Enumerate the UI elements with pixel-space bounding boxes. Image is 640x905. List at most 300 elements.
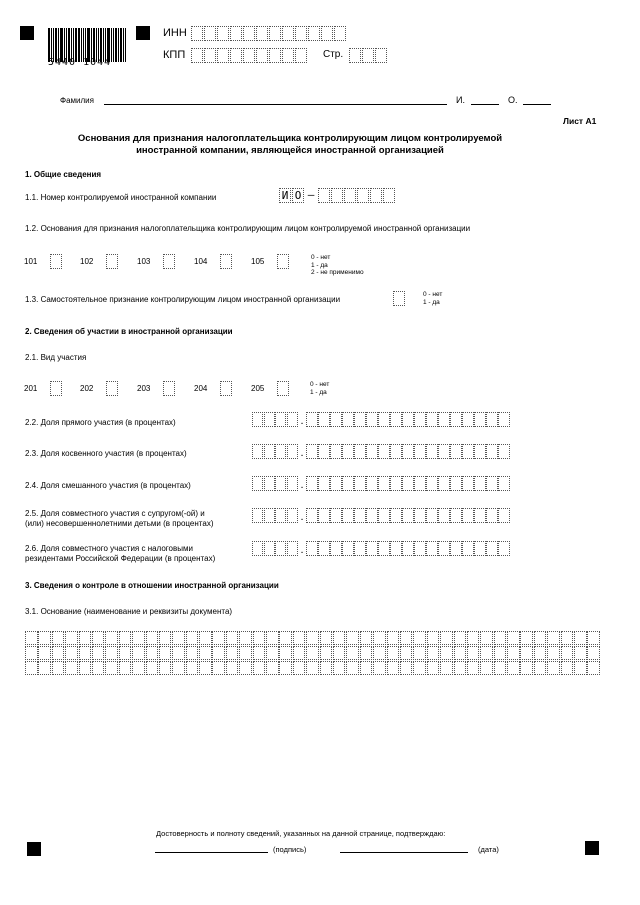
- integer-cell[interactable]: [275, 444, 286, 459]
- fraction-cell[interactable]: [318, 508, 330, 523]
- input-cell[interactable]: [105, 661, 118, 675]
- input-cell[interactable]: [217, 26, 229, 41]
- fraction-cell[interactable]: [438, 508, 450, 523]
- input-cell[interactable]: [534, 631, 547, 645]
- fraction-cell[interactable]: [426, 444, 438, 459]
- input-cell[interactable]: [293, 661, 306, 675]
- input-cell[interactable]: [38, 631, 51, 645]
- input-cell[interactable]: [507, 631, 520, 645]
- input-cell[interactable]: [269, 48, 281, 63]
- participation-cell-201[interactable]: [50, 381, 63, 396]
- fraction-cell[interactable]: [318, 476, 330, 491]
- input-cell[interactable]: [92, 661, 105, 675]
- fraction-cell[interactable]: [330, 508, 342, 523]
- input-cell[interactable]: [362, 48, 374, 63]
- input-cell[interactable]: [282, 26, 294, 41]
- input-cell[interactable]: [321, 26, 333, 41]
- input-cell[interactable]: [279, 661, 292, 675]
- input-cell[interactable]: [204, 26, 216, 41]
- fraction-cell[interactable]: [342, 444, 354, 459]
- input-cell[interactable]: [172, 631, 185, 645]
- input-cell[interactable]: [253, 646, 266, 660]
- input-cell[interactable]: [534, 661, 547, 675]
- input-cell[interactable]: [106, 254, 118, 269]
- basis-cell-105[interactable]: [277, 254, 290, 269]
- basis-row-2[interactable]: [25, 646, 601, 660]
- input-cell[interactable]: [105, 631, 118, 645]
- input-cell[interactable]: [256, 48, 268, 63]
- fraction-cell[interactable]: [498, 412, 510, 427]
- fraction-cell[interactable]: [354, 508, 366, 523]
- input-cell[interactable]: [146, 661, 159, 675]
- fraction-cell[interactable]: [390, 476, 402, 491]
- fraction-cell[interactable]: [426, 412, 438, 427]
- input-cell[interactable]: [226, 661, 239, 675]
- fraction-cell[interactable]: [354, 541, 366, 556]
- fraction-cell[interactable]: [414, 541, 426, 556]
- fraction-cell[interactable]: [366, 444, 378, 459]
- integer-cell[interactable]: [287, 444, 298, 459]
- fraction-cell[interactable]: [438, 444, 450, 459]
- input-cell[interactable]: [146, 646, 159, 660]
- input-cell[interactable]: [220, 254, 232, 269]
- integer-cell[interactable]: [264, 412, 275, 427]
- fraction-cell[interactable]: [378, 412, 390, 427]
- fraction-cell[interactable]: [306, 541, 318, 556]
- input-cell[interactable]: [230, 26, 242, 41]
- fraction-cell[interactable]: [438, 412, 450, 427]
- fraction-cell[interactable]: [486, 444, 498, 459]
- participation-cell-205[interactable]: [277, 381, 290, 396]
- input-cell[interactable]: [226, 646, 239, 660]
- fraction-cell[interactable]: [486, 508, 498, 523]
- fraction-cell[interactable]: [342, 476, 354, 491]
- basis-row-3[interactable]: [25, 661, 601, 675]
- input-cell[interactable]: [373, 661, 386, 675]
- input-cell[interactable]: [199, 661, 212, 675]
- input-cell[interactable]: [306, 631, 319, 645]
- participation-cell-203[interactable]: [163, 381, 176, 396]
- input-cell[interactable]: [25, 646, 38, 660]
- fraction-cell[interactable]: [342, 412, 354, 427]
- fraction-cell[interactable]: [330, 541, 342, 556]
- input-cell[interactable]: [38, 646, 51, 660]
- input-cell[interactable]: [387, 631, 400, 645]
- input-cell[interactable]: [65, 631, 78, 645]
- integer-cell[interactable]: [275, 508, 286, 523]
- cfc-digit-cell[interactable]: [370, 188, 382, 203]
- input-cell[interactable]: [387, 661, 400, 675]
- fraction-cell[interactable]: [450, 412, 462, 427]
- surname-line[interactable]: [104, 104, 447, 105]
- input-cell[interactable]: [217, 48, 229, 63]
- input-cell[interactable]: [587, 631, 600, 645]
- input-cell[interactable]: [507, 646, 520, 660]
- input-cell[interactable]: [547, 631, 560, 645]
- input-cell[interactable]: [373, 646, 386, 660]
- integer-cell[interactable]: [275, 476, 286, 491]
- basis-cell-103[interactable]: [163, 254, 176, 269]
- fraction-cell[interactable]: [438, 541, 450, 556]
- fraction-cell[interactable]: [390, 541, 402, 556]
- input-cell[interactable]: [393, 291, 405, 306]
- input-cell[interactable]: [360, 661, 373, 675]
- fraction-cell[interactable]: [414, 412, 426, 427]
- integer-cell[interactable]: [264, 508, 275, 523]
- input-cell[interactable]: [191, 48, 203, 63]
- input-cell[interactable]: [467, 631, 480, 645]
- input-cell[interactable]: [163, 381, 175, 396]
- input-cell[interactable]: [119, 646, 132, 660]
- input-cell[interactable]: [454, 661, 467, 675]
- mixed-share-field[interactable]: [252, 476, 510, 491]
- input-cell[interactable]: [440, 646, 453, 660]
- fraction-cell[interactable]: [426, 476, 438, 491]
- input-cell[interactable]: [79, 661, 92, 675]
- fraction-cell[interactable]: [318, 541, 330, 556]
- fraction-cell[interactable]: [438, 476, 450, 491]
- input-cell[interactable]: [295, 26, 307, 41]
- input-cell[interactable]: [440, 661, 453, 675]
- input-cell[interactable]: [266, 631, 279, 645]
- input-cell[interactable]: [375, 48, 387, 63]
- input-cell[interactable]: [574, 631, 587, 645]
- input-cell[interactable]: [38, 661, 51, 675]
- fraction-cell[interactable]: [450, 444, 462, 459]
- input-cell[interactable]: [279, 646, 292, 660]
- input-cell[interactable]: [333, 631, 346, 645]
- input-cell[interactable]: [239, 646, 252, 660]
- fraction-cell[interactable]: [402, 508, 414, 523]
- input-cell[interactable]: [79, 646, 92, 660]
- participation-cell-202[interactable]: [106, 381, 119, 396]
- input-cell[interactable]: [561, 661, 574, 675]
- input-cell[interactable]: [253, 661, 266, 675]
- input-cell[interactable]: [306, 661, 319, 675]
- input-cell[interactable]: [295, 48, 307, 63]
- input-cell[interactable]: [159, 631, 172, 645]
- input-cell[interactable]: [256, 26, 268, 41]
- input-cell[interactable]: [587, 646, 600, 660]
- input-cell[interactable]: [334, 26, 346, 41]
- fraction-cell[interactable]: [474, 541, 486, 556]
- input-cell[interactable]: [574, 661, 587, 675]
- input-cell[interactable]: [253, 631, 266, 645]
- fraction-cell[interactable]: [306, 444, 318, 459]
- inn-cells[interactable]: [191, 26, 347, 41]
- fraction-cell[interactable]: [378, 476, 390, 491]
- input-cell[interactable]: [494, 646, 507, 660]
- input-cell[interactable]: [172, 661, 185, 675]
- input-cell[interactable]: [52, 646, 65, 660]
- fraction-cell[interactable]: [402, 541, 414, 556]
- input-cell[interactable]: [282, 48, 294, 63]
- fraction-cell[interactable]: [450, 508, 462, 523]
- input-cell[interactable]: [226, 631, 239, 645]
- input-cell[interactable]: [243, 48, 255, 63]
- fraction-cell[interactable]: [486, 541, 498, 556]
- input-cell[interactable]: [346, 631, 359, 645]
- fraction-cell[interactable]: [354, 412, 366, 427]
- input-cell[interactable]: [400, 661, 413, 675]
- fraction-cell[interactable]: [414, 508, 426, 523]
- input-cell[interactable]: [320, 661, 333, 675]
- fraction-cell[interactable]: [354, 476, 366, 491]
- fraction-cell[interactable]: [378, 541, 390, 556]
- input-cell[interactable]: [92, 646, 105, 660]
- input-cell[interactable]: [534, 646, 547, 660]
- input-cell[interactable]: [52, 661, 65, 675]
- fraction-cell[interactable]: [498, 508, 510, 523]
- fraction-cell[interactable]: [450, 541, 462, 556]
- input-cell[interactable]: [520, 661, 533, 675]
- input-cell[interactable]: [467, 646, 480, 660]
- joint-resident-share-field[interactable]: [252, 541, 510, 556]
- input-cell[interactable]: [25, 631, 38, 645]
- input-cell[interactable]: [561, 631, 574, 645]
- fraction-cell[interactable]: [390, 444, 402, 459]
- input-cell[interactable]: [25, 661, 38, 675]
- input-cell[interactable]: [50, 254, 62, 269]
- input-cell[interactable]: [186, 646, 199, 660]
- joint-family-share-field[interactable]: [252, 508, 510, 523]
- input-cell[interactable]: [220, 381, 232, 396]
- fraction-cell[interactable]: [306, 508, 318, 523]
- input-cell[interactable]: [547, 661, 560, 675]
- basis-cell-104[interactable]: [220, 254, 233, 269]
- fraction-cell[interactable]: [498, 541, 510, 556]
- fraction-cell[interactable]: [330, 444, 342, 459]
- input-cell[interactable]: [333, 661, 346, 675]
- fraction-cell[interactable]: [426, 541, 438, 556]
- participation-cell-204[interactable]: [220, 381, 233, 396]
- fraction-cell[interactable]: [462, 541, 474, 556]
- input-cell[interactable]: [239, 631, 252, 645]
- input-cell[interactable]: [400, 631, 413, 645]
- input-cell[interactable]: [159, 646, 172, 660]
- fraction-cell[interactable]: [366, 541, 378, 556]
- input-cell[interactable]: [146, 631, 159, 645]
- input-cell[interactable]: [333, 646, 346, 660]
- integer-cell[interactable]: [252, 444, 263, 459]
- fraction-cell[interactable]: [318, 412, 330, 427]
- input-cell[interactable]: [454, 646, 467, 660]
- fraction-cell[interactable]: [366, 508, 378, 523]
- input-cell[interactable]: [159, 661, 172, 675]
- input-cell[interactable]: [346, 646, 359, 660]
- input-cell[interactable]: [105, 646, 118, 660]
- fraction-cell[interactable]: [414, 476, 426, 491]
- input-cell[interactable]: [230, 48, 242, 63]
- integer-cell[interactable]: [287, 508, 298, 523]
- fraction-cell[interactable]: [330, 476, 342, 491]
- self-recognition-cell[interactable]: [393, 291, 406, 306]
- fraction-cell[interactable]: [462, 508, 474, 523]
- fraction-cell[interactable]: [342, 508, 354, 523]
- input-cell[interactable]: [269, 26, 281, 41]
- input-cell[interactable]: [494, 661, 507, 675]
- input-cell[interactable]: [467, 661, 480, 675]
- input-cell[interactable]: [186, 631, 199, 645]
- fraction-cell[interactable]: [366, 476, 378, 491]
- input-cell[interactable]: [186, 661, 199, 675]
- input-cell[interactable]: [212, 631, 225, 645]
- fraction-cell[interactable]: [498, 476, 510, 491]
- input-cell[interactable]: [239, 661, 252, 675]
- signature-line[interactable]: [155, 852, 268, 853]
- fraction-cell[interactable]: [450, 476, 462, 491]
- fraction-cell[interactable]: [498, 444, 510, 459]
- cfc-digit-cell[interactable]: [318, 188, 330, 203]
- fraction-cell[interactable]: [486, 476, 498, 491]
- input-cell[interactable]: [92, 631, 105, 645]
- indirect-share-field[interactable]: [252, 444, 510, 459]
- input-cell[interactable]: [427, 646, 440, 660]
- input-cell[interactable]: [427, 661, 440, 675]
- page-cells[interactable]: [349, 48, 388, 63]
- fraction-cell[interactable]: [402, 444, 414, 459]
- integer-cell[interactable]: [252, 476, 263, 491]
- integer-cell[interactable]: [287, 476, 298, 491]
- input-cell[interactable]: [79, 631, 92, 645]
- cfc-digit-cell[interactable]: [383, 188, 395, 203]
- fraction-cell[interactable]: [462, 444, 474, 459]
- input-cell[interactable]: [266, 646, 279, 660]
- input-cell[interactable]: [480, 646, 493, 660]
- input-cell[interactable]: [199, 646, 212, 660]
- input-cell[interactable]: [360, 631, 373, 645]
- input-cell[interactable]: [277, 254, 289, 269]
- integer-cell[interactable]: [275, 541, 286, 556]
- kpp-cells[interactable]: [191, 48, 308, 63]
- input-cell[interactable]: [349, 48, 361, 63]
- input-cell[interactable]: [413, 631, 426, 645]
- fraction-cell[interactable]: [474, 508, 486, 523]
- integer-cell[interactable]: [287, 541, 298, 556]
- input-cell[interactable]: [293, 631, 306, 645]
- cfc-digit-cell[interactable]: [331, 188, 343, 203]
- input-cell[interactable]: [132, 646, 145, 660]
- input-cell[interactable]: [454, 631, 467, 645]
- input-cell[interactable]: [440, 631, 453, 645]
- date-line[interactable]: [340, 852, 468, 853]
- fraction-cell[interactable]: [318, 444, 330, 459]
- direct-share-field[interactable]: [252, 412, 510, 427]
- patronymic-line[interactable]: [523, 104, 551, 105]
- input-cell[interactable]: [561, 646, 574, 660]
- fraction-cell[interactable]: [378, 508, 390, 523]
- input-cell[interactable]: [413, 661, 426, 675]
- fraction-cell[interactable]: [474, 412, 486, 427]
- input-cell[interactable]: [293, 646, 306, 660]
- input-cell[interactable]: [266, 661, 279, 675]
- input-cell[interactable]: [587, 661, 600, 675]
- fraction-cell[interactable]: [366, 412, 378, 427]
- input-cell[interactable]: [119, 631, 132, 645]
- fraction-cell[interactable]: [330, 412, 342, 427]
- fraction-cell[interactable]: [414, 444, 426, 459]
- input-cell[interactable]: [199, 631, 212, 645]
- input-cell[interactable]: [243, 26, 255, 41]
- input-cell[interactable]: [480, 661, 493, 675]
- input-cell[interactable]: [191, 26, 203, 41]
- fraction-cell[interactable]: [378, 444, 390, 459]
- fraction-cell[interactable]: [390, 508, 402, 523]
- input-cell[interactable]: [494, 631, 507, 645]
- fraction-cell[interactable]: [462, 476, 474, 491]
- input-cell[interactable]: [132, 631, 145, 645]
- fraction-cell[interactable]: [306, 412, 318, 427]
- basis-cell-102[interactable]: [106, 254, 119, 269]
- integer-cell[interactable]: [264, 476, 275, 491]
- integer-cell[interactable]: [264, 444, 275, 459]
- input-cell[interactable]: [212, 646, 225, 660]
- integer-cell[interactable]: [275, 412, 286, 427]
- integer-cell[interactable]: [287, 412, 298, 427]
- basis-cell-101[interactable]: [50, 254, 63, 269]
- fraction-cell[interactable]: [306, 476, 318, 491]
- fraction-cell[interactable]: [462, 412, 474, 427]
- input-cell[interactable]: [320, 631, 333, 645]
- integer-cell[interactable]: [252, 508, 263, 523]
- fraction-cell[interactable]: [426, 508, 438, 523]
- input-cell[interactable]: [172, 646, 185, 660]
- input-cell[interactable]: [413, 646, 426, 660]
- input-cell[interactable]: [387, 646, 400, 660]
- basis-row-1[interactable]: [25, 631, 601, 645]
- input-cell[interactable]: [119, 661, 132, 675]
- input-cell[interactable]: [65, 661, 78, 675]
- input-cell[interactable]: [520, 646, 533, 660]
- integer-cell[interactable]: [264, 541, 275, 556]
- fraction-cell[interactable]: [342, 541, 354, 556]
- integer-cell[interactable]: [252, 541, 263, 556]
- fraction-cell[interactable]: [390, 412, 402, 427]
- fraction-cell[interactable]: [402, 476, 414, 491]
- input-cell[interactable]: [204, 48, 216, 63]
- input-cell[interactable]: [65, 646, 78, 660]
- cfc-digit-cell[interactable]: [344, 188, 356, 203]
- cfc-digit-cell[interactable]: [357, 188, 369, 203]
- input-cell[interactable]: [320, 646, 333, 660]
- input-cell[interactable]: [480, 631, 493, 645]
- input-cell[interactable]: [163, 254, 175, 269]
- input-cell[interactable]: [400, 646, 413, 660]
- fraction-cell[interactable]: [474, 476, 486, 491]
- input-cell[interactable]: [346, 661, 359, 675]
- input-cell[interactable]: [574, 646, 587, 660]
- fraction-cell[interactable]: [354, 444, 366, 459]
- fraction-cell[interactable]: [486, 412, 498, 427]
- input-cell[interactable]: [427, 631, 440, 645]
- cfc-number-cells[interactable]: [279, 188, 396, 203]
- input-cell[interactable]: [373, 631, 386, 645]
- input-cell[interactable]: [277, 381, 289, 396]
- fraction-cell[interactable]: [474, 444, 486, 459]
- input-cell[interactable]: [306, 646, 319, 660]
- input-cell[interactable]: [507, 661, 520, 675]
- name-line[interactable]: [471, 104, 499, 105]
- input-cell[interactable]: [279, 631, 292, 645]
- integer-cell[interactable]: [252, 412, 263, 427]
- input-cell[interactable]: [106, 381, 118, 396]
- input-cell[interactable]: [52, 631, 65, 645]
- input-cell[interactable]: [547, 646, 560, 660]
- input-cell[interactable]: [308, 26, 320, 41]
- input-cell[interactable]: [520, 631, 533, 645]
- input-cell[interactable]: [360, 646, 373, 660]
- input-cell[interactable]: [50, 381, 62, 396]
